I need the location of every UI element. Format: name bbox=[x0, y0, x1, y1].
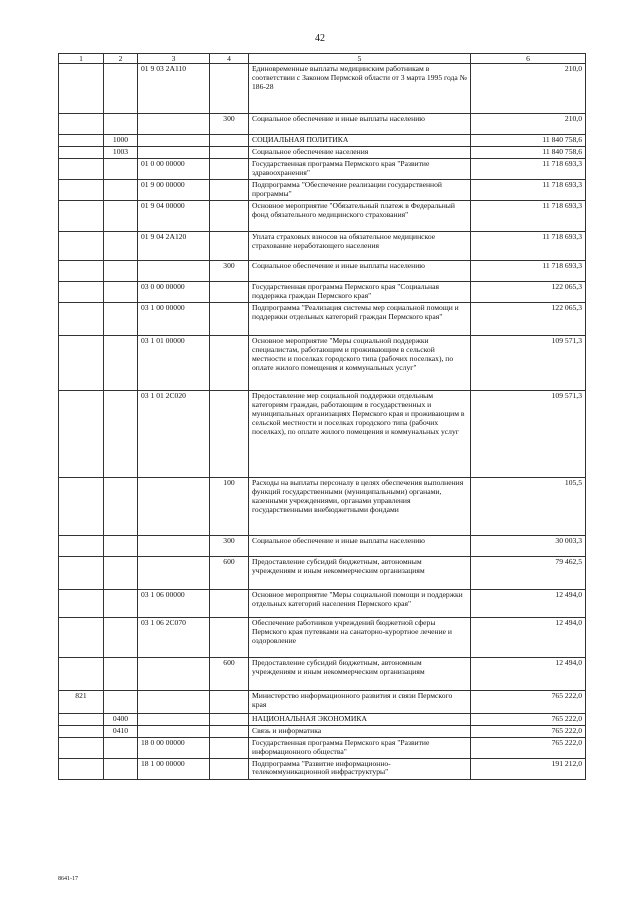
org-code-cell bbox=[59, 302, 104, 335]
target-article-cell: 01 9 00 00000 bbox=[138, 179, 210, 200]
document-code: 8641-17 bbox=[58, 876, 78, 882]
description-cell: Основное мероприятие "Меры социальной поддержки специалистам, работающим и проживающим в сельской местности и поселках городского типа (рабочих поселках), по оплате жилого помещения и коммунальных услуг" bbox=[249, 335, 471, 390]
amount-cell: 765 222,0 bbox=[471, 737, 586, 758]
table-body bbox=[59, 64, 586, 780]
target-article-cell: 01 9 04 00000 bbox=[138, 200, 210, 231]
target-article-cell bbox=[138, 535, 210, 556]
amount-cell: 11 718 693,3 bbox=[471, 260, 586, 281]
section-cell: 1000 bbox=[104, 135, 138, 147]
expense-type-cell bbox=[210, 281, 249, 302]
org-code-cell bbox=[59, 725, 104, 737]
target-article-cell bbox=[138, 725, 210, 737]
section-cell: 0410 bbox=[104, 725, 138, 737]
org-code-cell bbox=[59, 146, 104, 158]
org-code-cell: 821 bbox=[59, 690, 104, 713]
section-cell bbox=[104, 260, 138, 281]
table-row bbox=[59, 725, 586, 737]
section-cell bbox=[104, 158, 138, 179]
target-article-cell bbox=[138, 690, 210, 713]
description-cell: Предоставление субсидий бюджетным, автономным учреждениям и иным некоммерческим организациям bbox=[249, 556, 471, 589]
target-article-cell: 03 1 01 2С020 bbox=[138, 390, 210, 477]
section-cell bbox=[104, 302, 138, 335]
expense-type-cell bbox=[210, 589, 249, 617]
budget-table bbox=[58, 53, 586, 780]
section-cell bbox=[104, 657, 138, 690]
amount-cell: 191 212,0 bbox=[471, 758, 586, 779]
section-cell bbox=[104, 737, 138, 758]
org-code-cell bbox=[59, 281, 104, 302]
column-header: 1 bbox=[59, 54, 104, 64]
target-article-cell bbox=[138, 260, 210, 281]
table-row bbox=[59, 158, 586, 179]
table-row bbox=[59, 657, 586, 690]
expense-type-cell: 100 bbox=[210, 477, 249, 535]
description-cell: Предоставление мер социальной поддержки отдельным категориям граждан, работающим в государственных и муниципальных организациях Пермского края и проживающим в сельской местности и поселках городского типа (рабочих поселках), по оплате жилого помещения и коммунальных услуг bbox=[249, 390, 471, 477]
description-cell: Государственная программа Пермского края "Развитие информационного общества" bbox=[249, 737, 471, 758]
expense-type-cell bbox=[210, 758, 249, 779]
target-article-cell: 01 9 04 2А120 bbox=[138, 231, 210, 260]
page-number: 42 bbox=[315, 33, 325, 44]
amount-cell: 12 494,0 bbox=[471, 617, 586, 657]
expense-type-cell: 300 bbox=[210, 260, 249, 281]
description-cell: Основное мероприятие "Меры социальной помощи и поддержки отдельных категорий населения Пермского края" bbox=[249, 589, 471, 617]
section-cell: 1003 bbox=[104, 146, 138, 158]
description-cell: Единовременные выплаты медицинским работникам в соответствии с Законом Пермской области от 3 марта 1995 года № 186-28 bbox=[249, 64, 471, 114]
table-row bbox=[59, 231, 586, 260]
table-row bbox=[59, 713, 586, 725]
column-header: 5 bbox=[249, 54, 471, 64]
amount-cell: 109 571,3 bbox=[471, 390, 586, 477]
section-cell bbox=[104, 589, 138, 617]
amount-cell: 79 462,5 bbox=[471, 556, 586, 589]
amount-cell: 11 718 693,3 bbox=[471, 200, 586, 231]
description-cell: Предоставление субсидий бюджетным, автономным учреждениям и иным некоммерческим организациям bbox=[249, 657, 471, 690]
expense-type-cell: 600 bbox=[210, 657, 249, 690]
section-cell bbox=[104, 690, 138, 713]
section-cell bbox=[104, 179, 138, 200]
description-cell: Расходы на выплаты персоналу в целях обеспечения выполнения функций государственными (муниципальными) органами, казенными учреждениями, органами управления государственными внебюджетными фондами bbox=[249, 477, 471, 535]
table-row bbox=[59, 64, 586, 114]
expense-type-cell bbox=[210, 390, 249, 477]
target-article-cell bbox=[138, 114, 210, 135]
expense-type-cell bbox=[210, 737, 249, 758]
expense-type-cell bbox=[210, 146, 249, 158]
table-row bbox=[59, 589, 586, 617]
org-code-cell bbox=[59, 135, 104, 147]
amount-cell: 765 222,0 bbox=[471, 725, 586, 737]
table-row bbox=[59, 135, 586, 147]
description-cell: Обеспечение работников учреждений бюджетной сферы Пермского края путевками на санаторно-курортное лечение и оздоровление bbox=[249, 617, 471, 657]
table-row bbox=[59, 758, 586, 779]
table-row bbox=[59, 281, 586, 302]
description-cell: Подпрограмма "Реализация системы мер социальной помощи и поддержки отдельных категорий граждан Пермского края" bbox=[249, 302, 471, 335]
target-article-cell bbox=[138, 146, 210, 158]
target-article-cell bbox=[138, 135, 210, 147]
target-article-cell bbox=[138, 657, 210, 690]
table-row bbox=[59, 114, 586, 135]
description-cell: Подпрограмма "Обеспечение реализации государственной программы" bbox=[249, 179, 471, 200]
org-code-cell bbox=[59, 535, 104, 556]
section-cell bbox=[104, 617, 138, 657]
table-row bbox=[59, 179, 586, 200]
expense-type-cell bbox=[210, 231, 249, 260]
amount-cell: 11 840 758,6 bbox=[471, 146, 586, 158]
expense-type-cell bbox=[210, 135, 249, 147]
column-header: 6 bbox=[471, 54, 586, 64]
target-article-cell: 03 1 00 00000 bbox=[138, 302, 210, 335]
table-row bbox=[59, 335, 586, 390]
expense-type-cell: 300 bbox=[210, 535, 249, 556]
table-row bbox=[59, 690, 586, 713]
section-cell bbox=[104, 231, 138, 260]
section-cell bbox=[104, 281, 138, 302]
target-article-cell: 01 9 03 2А110 bbox=[138, 64, 210, 114]
column-header: 2 bbox=[104, 54, 138, 64]
section-cell bbox=[104, 556, 138, 589]
description-cell: Уплата страховых взносов на обязательное медицинское страхование неработающего населения bbox=[249, 231, 471, 260]
org-code-cell bbox=[59, 231, 104, 260]
org-code-cell bbox=[59, 713, 104, 725]
target-article-cell: 01 0 00 00000 bbox=[138, 158, 210, 179]
description-cell: СОЦИАЛЬНАЯ ПОЛИТИКА bbox=[249, 135, 471, 147]
amount-cell: 109 571,3 bbox=[471, 335, 586, 390]
table-row bbox=[59, 200, 586, 231]
table-row bbox=[59, 556, 586, 589]
org-code-cell bbox=[59, 114, 104, 135]
expense-type-cell bbox=[210, 302, 249, 335]
amount-cell: 765 222,0 bbox=[471, 690, 586, 713]
amount-cell: 30 003,3 bbox=[471, 535, 586, 556]
table-row bbox=[59, 535, 586, 556]
amount-cell: 11 718 693,3 bbox=[471, 158, 586, 179]
description-cell: Социальное обеспечение и иные выплаты населению bbox=[249, 114, 471, 135]
section-cell bbox=[104, 64, 138, 114]
table-row bbox=[59, 390, 586, 477]
amount-cell: 210,0 bbox=[471, 64, 586, 114]
description-cell: Государственная программа Пермского края "Развитие здравоохранения" bbox=[249, 158, 471, 179]
amount-cell: 12 494,0 bbox=[471, 657, 586, 690]
section-cell: 0400 bbox=[104, 713, 138, 725]
amount-cell: 765 222,0 bbox=[471, 713, 586, 725]
amount-cell: 11 718 693,3 bbox=[471, 179, 586, 200]
description-cell: Социальное обеспечение населения bbox=[249, 146, 471, 158]
org-code-cell bbox=[59, 260, 104, 281]
amount-cell: 11 840 758,6 bbox=[471, 135, 586, 147]
column-header: 4 bbox=[210, 54, 249, 64]
table-row bbox=[59, 302, 586, 335]
expense-type-cell bbox=[210, 158, 249, 179]
org-code-cell bbox=[59, 737, 104, 758]
org-code-cell bbox=[59, 179, 104, 200]
org-code-cell bbox=[59, 335, 104, 390]
org-code-cell bbox=[59, 477, 104, 535]
expense-type-cell bbox=[210, 713, 249, 725]
section-cell bbox=[104, 390, 138, 477]
expense-type-cell bbox=[210, 335, 249, 390]
table-row bbox=[59, 737, 586, 758]
amount-cell: 122 065,3 bbox=[471, 281, 586, 302]
table-row bbox=[59, 146, 586, 158]
org-code-cell bbox=[59, 556, 104, 589]
section-cell bbox=[104, 114, 138, 135]
description-cell: Связь и информатика bbox=[249, 725, 471, 737]
expense-type-cell: 300 bbox=[210, 114, 249, 135]
expense-type-cell bbox=[210, 200, 249, 231]
description-cell: Подпрограмма "Развитие информационно-телекоммуникационной инфраструктуры" bbox=[249, 758, 471, 779]
description-cell: НАЦИОНАЛЬНАЯ ЭКОНОМИКА bbox=[249, 713, 471, 725]
amount-cell: 12 494,0 bbox=[471, 589, 586, 617]
description-cell: Основное мероприятие "Обязательный платеж в Федеральный фонд обязательного медицинского страхования" bbox=[249, 200, 471, 231]
table-row bbox=[59, 477, 586, 535]
target-article-cell: 03 1 06 2С070 bbox=[138, 617, 210, 657]
description-cell: Социальное обеспечение и иные выплаты населению bbox=[249, 260, 471, 281]
expense-type-cell bbox=[210, 64, 249, 114]
target-article-cell: 03 1 06 00000 bbox=[138, 589, 210, 617]
description-cell: Министерство информационного развития и связи Пермского края bbox=[249, 690, 471, 713]
target-article-cell bbox=[138, 556, 210, 589]
section-cell bbox=[104, 758, 138, 779]
amount-cell: 105,5 bbox=[471, 477, 586, 535]
org-code-cell bbox=[59, 200, 104, 231]
expense-type-cell: 600 bbox=[210, 556, 249, 589]
expense-type-cell bbox=[210, 725, 249, 737]
amount-cell: 11 718 693,3 bbox=[471, 231, 586, 260]
target-article-cell: 18 1 00 00000 bbox=[138, 758, 210, 779]
description-cell: Социальное обеспечение и иные выплаты населению bbox=[249, 535, 471, 556]
org-code-cell bbox=[59, 617, 104, 657]
expense-type-cell bbox=[210, 690, 249, 713]
org-code-cell bbox=[59, 758, 104, 779]
table-row bbox=[59, 617, 586, 657]
org-code-cell bbox=[59, 589, 104, 617]
target-article-cell: 03 1 01 00000 bbox=[138, 335, 210, 390]
section-cell bbox=[104, 535, 138, 556]
org-code-cell bbox=[59, 657, 104, 690]
expense-type-cell bbox=[210, 617, 249, 657]
section-cell bbox=[104, 335, 138, 390]
org-code-cell bbox=[59, 158, 104, 179]
description-cell: Государственная программа Пермского края "Социальная поддержка граждан Пермского края" bbox=[249, 281, 471, 302]
org-code-cell bbox=[59, 64, 104, 114]
section-cell bbox=[104, 477, 138, 535]
section-cell bbox=[104, 200, 138, 231]
column-header: 3 bbox=[138, 54, 210, 64]
target-article-cell: 18 0 00 00000 bbox=[138, 737, 210, 758]
target-article-cell bbox=[138, 477, 210, 535]
target-article-cell bbox=[138, 713, 210, 725]
amount-cell: 210,0 bbox=[471, 114, 586, 135]
table-header-row bbox=[59, 54, 586, 64]
amount-cell: 122 065,3 bbox=[471, 302, 586, 335]
table-row bbox=[59, 260, 586, 281]
target-article-cell: 03 0 00 00000 bbox=[138, 281, 210, 302]
org-code-cell bbox=[59, 390, 104, 477]
expense-type-cell bbox=[210, 179, 249, 200]
